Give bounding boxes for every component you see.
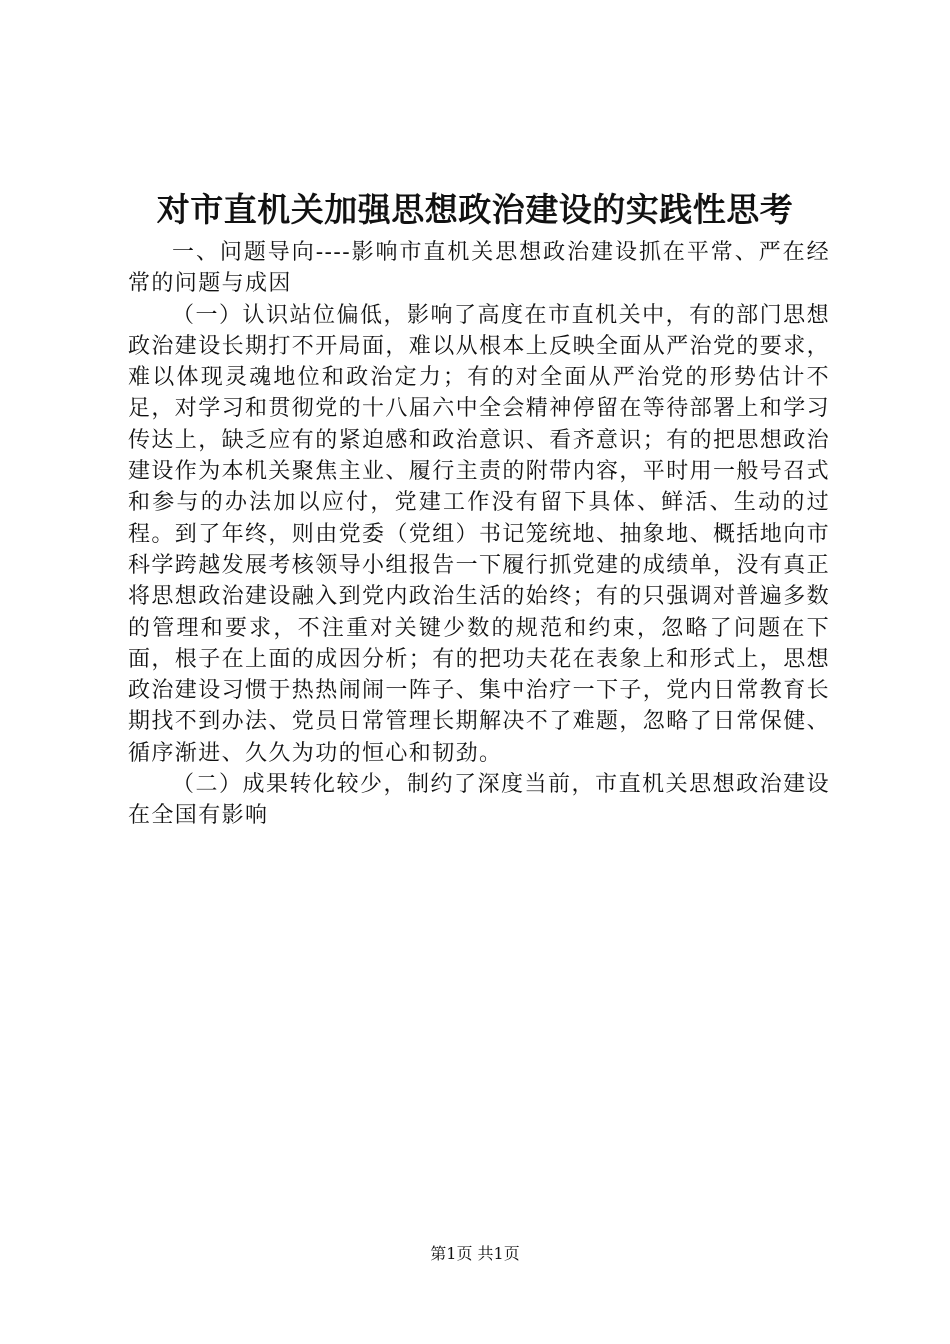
paragraph-1: （一）认识站位偏低，影响了高度在市直机关中，有的部门思想政治建设长期打不开局面，难以从根本上反映全面从严治党的要求，难以体现灵魂地位和政治定力；有的对全面从严治党的形势估计不足，对学习和贯彻党的十八届六中全会精神停留在等待部署上和学习传达上，缺乏应有的紧迫感和政治意识、看齐意识；有的把思想政治建设作为本机关聚焦主业、履行主责的附带内容，平时用一般号召式和参与的办法加以应付，党建工作没有留下具体、鲜活、生动的过程。到了年终，则由党委（党组）书记笼统地、抽象地、概括地向市科学跨越发展考核领导小组报告一下履行抓党建的成绩单，没有真正将思想政治建设融入到党内政治生活的始终；有的只强调对普遍多数的管理和要求，不注重对关键少数的规范和约束，忽略了问题在下面，根子在上面的成因分析；有的把功夫花在表象上和形式上，思想政治建设习惯于热热闹闹一阵子、集中治疗一下子，党内日常教育长期找不到办法、党员日常管理长期解决不了难题，忽略了日常保健、循序渐进、久久为功的恒心和韧劲。 [128, 302, 831, 766]
document-body [128, 237, 830, 832]
section-heading-1: 一、问题导向----影响市直机关思想政治建设抓在平常、严在经常的问题与成因 [128, 240, 830, 297]
document-title: 对市直机关加强思想政治建设的实践性思考 [156, 190, 794, 229]
paragraph-2: （二）成果转化较少，制约了深度当前，市直机关思想政治建设在全国有影响 [128, 772, 830, 829]
page-footer: 第1页 共1页 [430, 1244, 520, 1263]
